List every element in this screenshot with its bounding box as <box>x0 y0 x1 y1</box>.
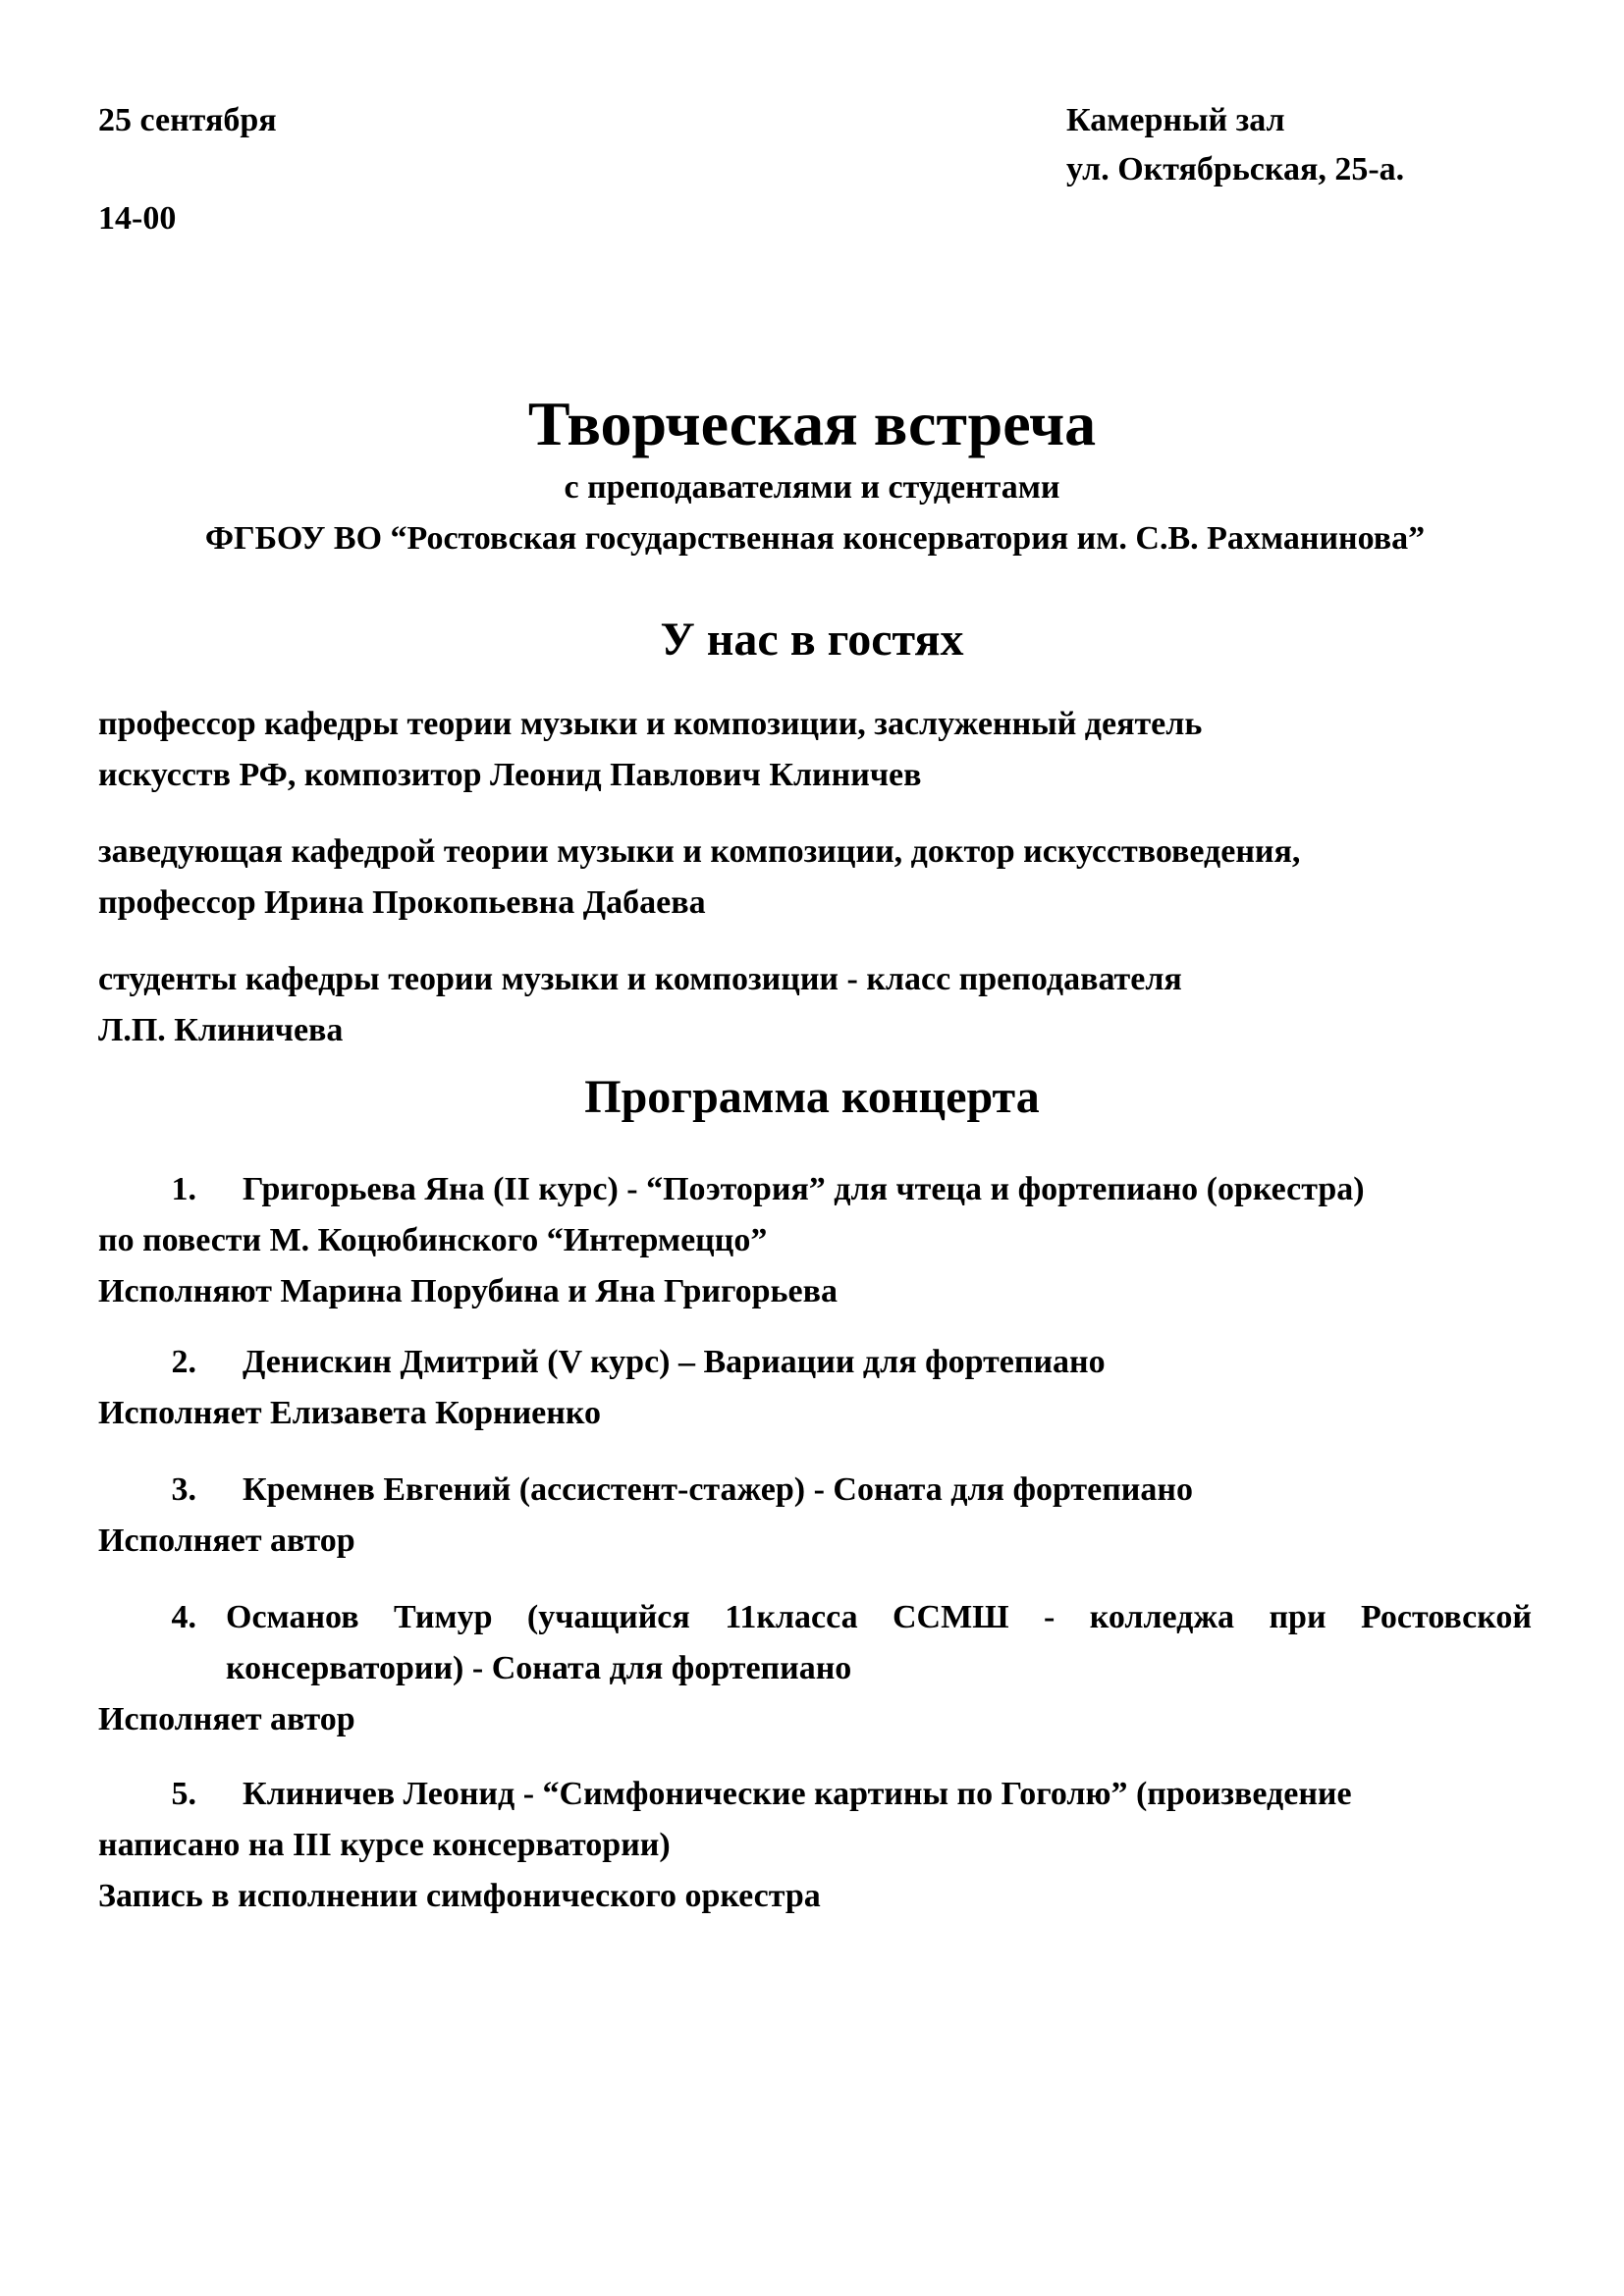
event-subtitle: с преподавателями и студентами <box>564 469 1060 506</box>
guest-line: профессор кафедры теории музыки и композиции, заслуженный деятель <box>98 706 1203 742</box>
guest-line: профессор Ирина Прокопьевна Дабаева <box>98 884 706 921</box>
institution-name: ФГБОУ ВО “Ростовская государственная консерватория им. С.В. Рахманинова” <box>204 520 1426 557</box>
event-title: Творческая встреча <box>527 389 1097 458</box>
program-heading: Программа концерта <box>584 1071 1040 1123</box>
guest-item <box>98 699 1532 801</box>
program-item-performer: Исполняет автор <box>98 1701 355 1737</box>
program-item-continuation: по повести М. Коцюбинского “Интермеццо” <box>98 1222 768 1258</box>
program-item <box>98 1164 1532 1317</box>
program-item-performer: Исполняет Елизавета Корниенко <box>98 1395 601 1431</box>
guest-item <box>98 827 1532 929</box>
event-location <box>1066 96 1404 194</box>
program-item-title: Григорьева Яна (II курс) - “Поэтория” для чтеца и фортепиано (оркестра) <box>243 1171 1365 1207</box>
program-item-number: 2. <box>171 1344 196 1380</box>
program-item-number: 3. <box>171 1471 196 1508</box>
program-item <box>98 1769 1532 1922</box>
guest-item <box>98 954 1532 1056</box>
program-item-number: 1. <box>171 1171 196 1207</box>
guest-line: заведующая кафедрой теории музыки и композиции, доктор искусствоведения, <box>98 833 1301 870</box>
program-item-performer: Исполняет автор <box>98 1522 355 1559</box>
program-item-performer: Запись в исполнении симфонического оркестра <box>98 1878 821 1914</box>
guest-line: искусств РФ, композитор Леонид Павлович Клиничев <box>98 757 922 793</box>
program-item-continuation: написано на III курсе консерватории) <box>98 1827 671 1863</box>
program-item-continuation: консерватории) - Соната для фортепиано <box>226 1650 852 1686</box>
guest-line: Л.П. Клиничева <box>98 1012 344 1048</box>
program-item <box>98 1465 1532 1567</box>
program-item-number: 4. <box>171 1599 196 1635</box>
venue-address: ул. Октябрьская, 25-а. <box>1066 151 1405 187</box>
program-item-title: Кремнев Евгений (ассистент-стажер) - Соната для фортепиано <box>243 1471 1193 1508</box>
program-item-title: Клиничев Леонид - “Симфонические картины по Гоголю” (произведение <box>243 1776 1352 1812</box>
guest-line: студенты кафедры теории музыки и композиции - класс преподавателя <box>98 961 1182 997</box>
program-item <box>98 1337 1532 1439</box>
program-item-title: Денискин Дмитрий (V курс) – Вариации для фортепиано <box>243 1344 1106 1380</box>
event-time: 14-00 <box>98 200 177 237</box>
program-item-performer: Исполняют Марина Порубина и Яна Григорьева <box>98 1273 838 1309</box>
guests-heading: У нас в гостях <box>660 614 964 666</box>
venue-name: Камерный зал <box>1066 102 1285 138</box>
program-item-number: 5. <box>171 1776 196 1812</box>
program-item-title: Османов Тимур (учащийся 11класса ССМШ - колледжа при Ростовской <box>226 1599 1532 1635</box>
event-datetime <box>98 96 277 243</box>
event-date: 25 сентября <box>98 102 277 138</box>
program-item <box>98 1592 1532 1745</box>
